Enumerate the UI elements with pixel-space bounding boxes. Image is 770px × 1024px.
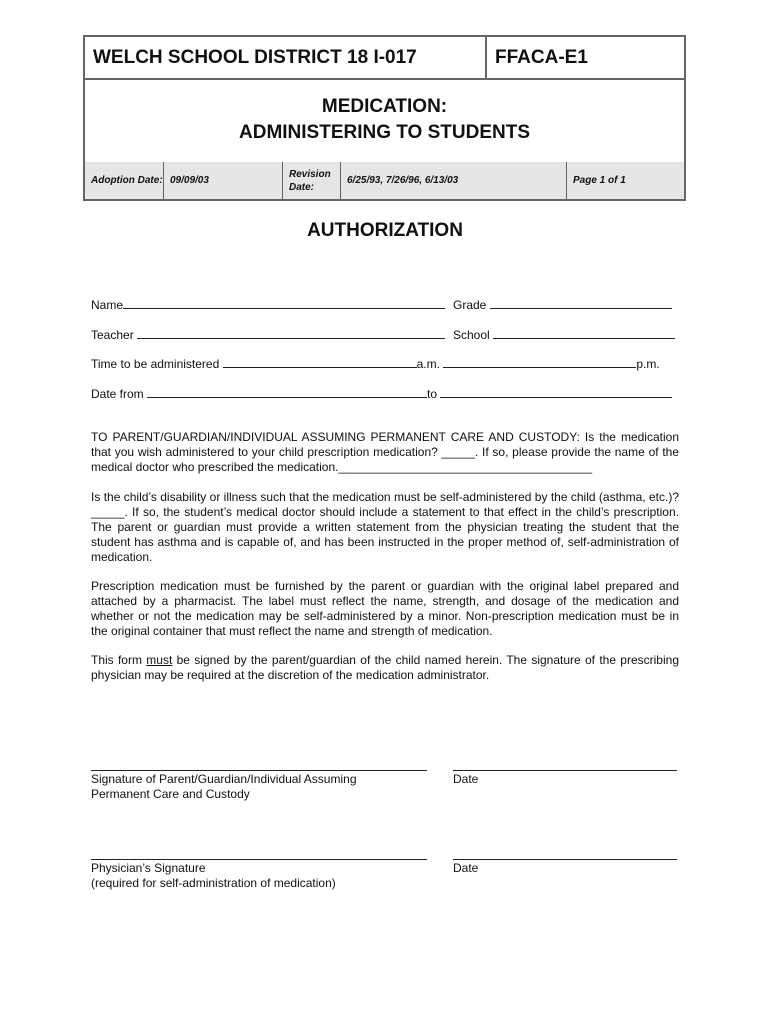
date-from-label: Date from <box>91 387 144 401</box>
physician-date-line[interactable] <box>453 859 677 860</box>
paragraph-self-administration: Is the child’s disability or illness such that the medication must be self-administered by the child (asthma, etc.)?_____. If so, the student’s medical doctor should include a statement to that effect in the child’s prescription. The parent or guardian must provide a written statement from the physician treating the student that the student has asthma and is capable of, and has been instructed in the proper method of, self-administration of medication. <box>91 490 679 564</box>
physician-signature-label-line1: Physician’s Signature <box>91 861 206 875</box>
notice-emphasis: must <box>146 653 173 667</box>
revision-date-value: 6/25/93, 7/26/96, 6/13/03 <box>341 162 567 199</box>
time-am-input-line[interactable] <box>223 356 417 368</box>
name-label: Name <box>91 298 124 312</box>
header-title-row <box>85 78 684 164</box>
adoption-date-label: Adoption Date: <box>85 162 164 199</box>
adoption-date-value: 09/09/03 <box>164 162 283 199</box>
teacher-field <box>91 327 445 342</box>
grade-field <box>453 297 672 312</box>
school-label: School <box>453 328 490 342</box>
name-field <box>91 297 445 312</box>
policy-title-line1: MEDICATION: <box>321 96 448 117</box>
district-name: WELCH SCHOOL DISTRICT 18 I-017 <box>85 37 487 78</box>
time-label: Time to be administered <box>91 357 220 371</box>
paragraph-signature-notice <box>91 653 679 683</box>
date-to-input-line[interactable] <box>440 386 672 398</box>
parent-date-line[interactable] <box>453 770 677 771</box>
parent-signature-label-line1: Signature of Parent/Guardian/Individual Assuming <box>91 772 357 786</box>
school-field <box>453 327 675 342</box>
paragraph-prescription-rules: Prescription medication must be furnished by the parent or guardian with the original label prepared and attached by a pharmacist. The label must reflect the name, strength, and dosage of the medication and whether or not the medication may be self-administered by a minor. Non-prescription medication must be in the original container that must reflect the name and strength of medication. <box>91 579 679 638</box>
grade-input-line[interactable] <box>490 297 672 309</box>
notice-text-after: be signed by the parent/guardian of the child named herein. The signature of the prescribing physician may be required at the discretion of the medication administrator. <box>91 653 679 682</box>
notice-text-before: This form <box>91 653 147 667</box>
pm-label: p.m. <box>636 357 660 371</box>
physician-signature-label-line2: (required for self-administration of medication) <box>91 876 336 890</box>
date-range-field <box>91 386 672 401</box>
time-pm-input-line[interactable] <box>443 356 636 368</box>
revision-label-line2: Date: <box>289 181 315 193</box>
physician-signature-line[interactable] <box>91 859 427 860</box>
header-top-row <box>85 37 684 80</box>
header-dates-row <box>85 162 684 199</box>
form-title: AUTHORIZATION <box>307 220 463 241</box>
paragraph-prescription-question: TO PARENT/GUARDIAN/INDIVIDUAL ASSUMING PERMANENT CARE AND CUSTODY: Is the medication that you wish administered to your child prescription medication? _____. If so, please provide the name of the medical doctor who prescribed the medication.______________________________________ <box>91 430 679 474</box>
name-input-line[interactable] <box>123 297 445 309</box>
page-number: Page 1 of 1 <box>573 175 626 186</box>
am-label: a.m. <box>416 357 440 371</box>
parent-signature-line[interactable] <box>91 770 427 771</box>
policy-header <box>83 35 686 201</box>
parent-signature-label <box>91 772 357 802</box>
physician-signature-label <box>91 861 336 891</box>
parent-date-label: Date <box>453 772 479 786</box>
revision-label-line1: Revision <box>289 168 331 180</box>
teacher-label: Teacher <box>91 328 134 342</box>
revision-date-label <box>283 162 341 199</box>
physician-date-label: Date <box>453 861 479 875</box>
teacher-input-line[interactable] <box>137 327 445 339</box>
policy-title-line2: ADMINISTERING TO STUDENTS <box>239 122 530 143</box>
parent-signature-label-line2: Permanent Care and Custody <box>91 787 250 801</box>
date-to-label: to <box>427 387 438 401</box>
grade-label: Grade <box>453 298 487 312</box>
time-field <box>91 356 660 371</box>
date-from-input-line[interactable] <box>147 386 427 398</box>
policy-code: FFACA-E1 <box>495 46 588 68</box>
school-input-line[interactable] <box>493 327 675 339</box>
